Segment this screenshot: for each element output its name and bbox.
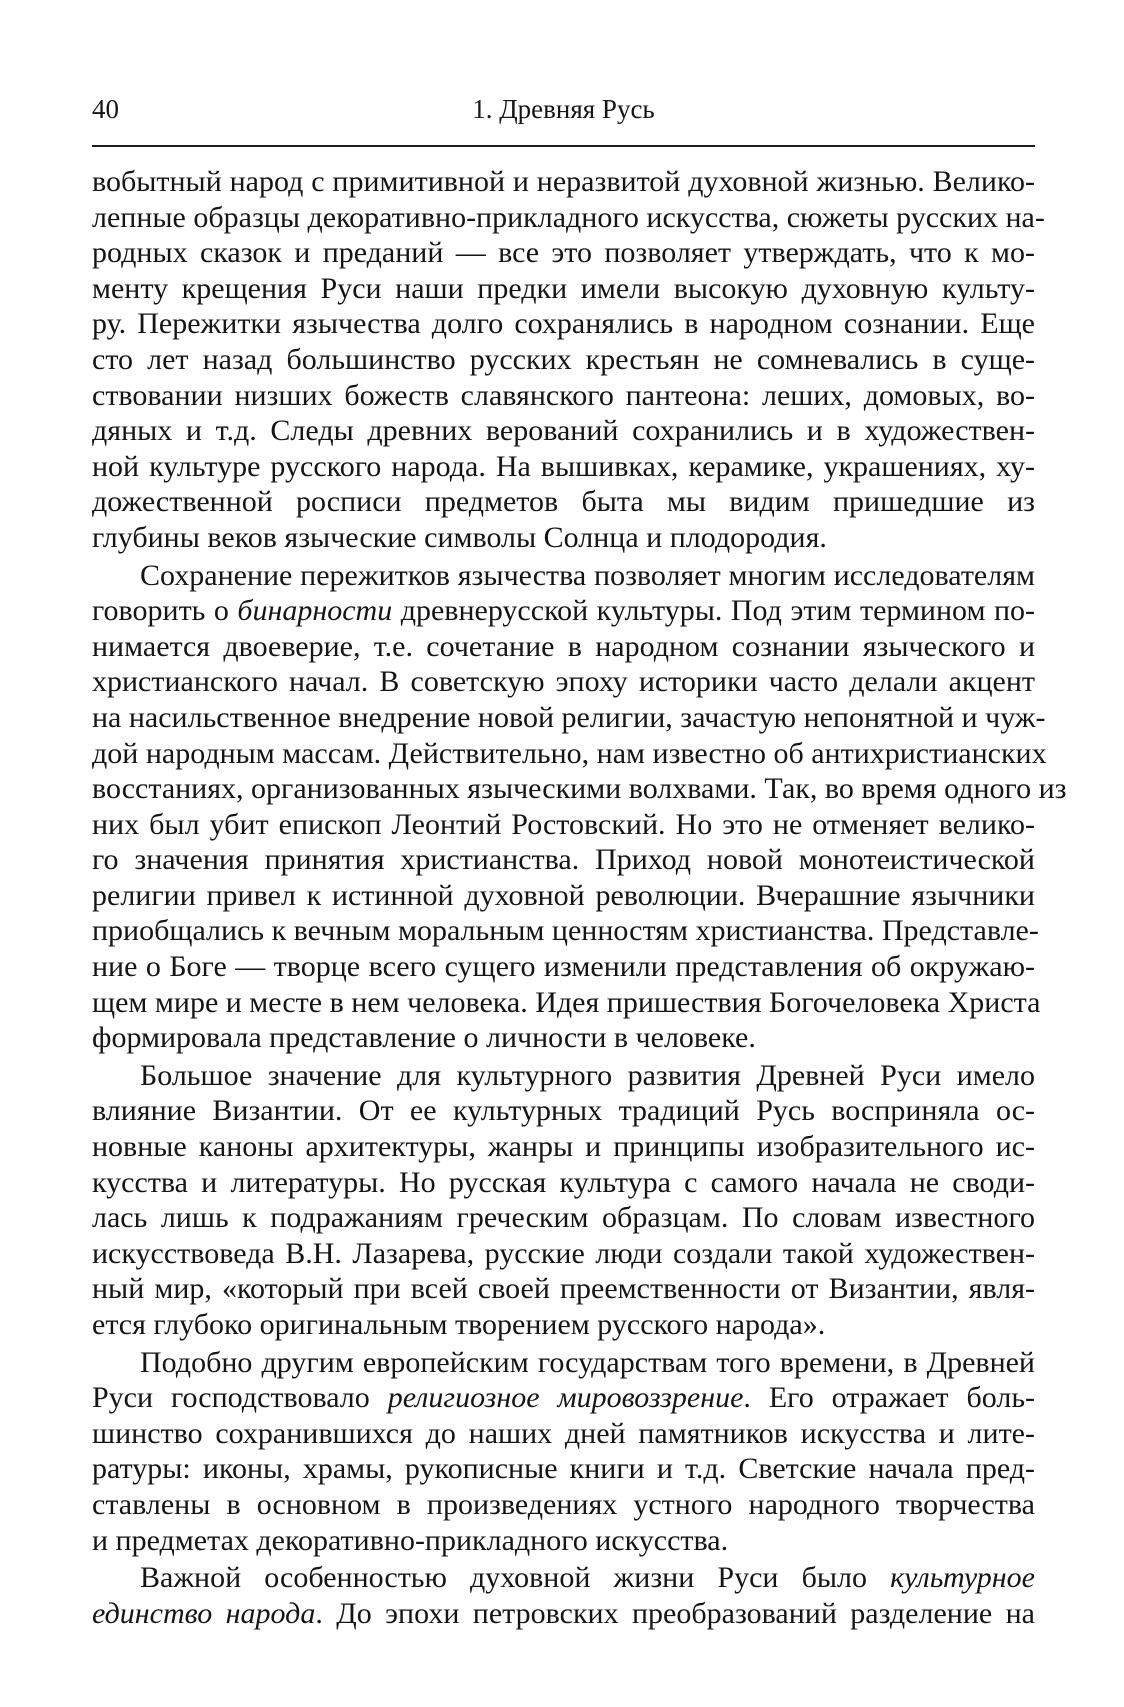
text-line: [92, 1487, 1035, 1523]
text-line: [92, 736, 1047, 772]
text-run: дой народным массам. Действительно, нам известно об антихристианских: [92, 736, 1047, 770]
text-run: глубины веков языческие символы Солнца и плодородия.: [92, 520, 827, 554]
text-run: сто лет назад большинство русских крестьян не сомневались в суще-: [92, 342, 1035, 376]
text-line: [92, 878, 1035, 914]
text-run: восстаниях, организованных языческими волхвами. Так, во время одного из: [92, 772, 1067, 806]
text-line: [92, 1058, 1035, 1094]
header-rule: [92, 145, 1035, 147]
text-line: [92, 484, 1035, 520]
chapter-title: 1. Древняя Русь: [472, 94, 655, 124]
text-line: [92, 1416, 1035, 1452]
text-line: [92, 807, 1035, 843]
text-run: приобщались к вечным моральным ценностям христианства. Представле-: [92, 914, 1039, 948]
paragraph: [92, 1560, 1035, 1631]
text-line: [92, 342, 1035, 378]
text-line: [92, 1596, 1035, 1632]
text-run: новные каноны архитектуры, жанры и принципы изобразительного ис-: [92, 1130, 1035, 1164]
italic-term: единство народа: [92, 1596, 316, 1630]
page-number: 40: [92, 94, 119, 124]
text-line: [92, 1236, 1035, 1272]
text-run: искусствоведа В.Н. Лазарева, русские люди создали такой художествен-: [92, 1236, 1035, 1270]
text-line: [92, 985, 1041, 1021]
paragraph: [92, 1058, 1035, 1343]
text-line: [92, 949, 1035, 985]
text-run: шинство сохранившихся до наших дней памятников искусства и лите-: [92, 1416, 1035, 1450]
body-text: [92, 164, 1067, 1631]
text-run: . Его отражает боль-: [743, 1381, 1035, 1415]
text-run: лась лишь к подражаниям греческим образцам. По словам известного: [92, 1201, 1035, 1235]
text-line: [92, 1200, 1035, 1236]
text-line: [92, 520, 1035, 556]
text-run: Сохранение пережитков язычества позволяет многим исследователям: [140, 558, 1035, 592]
text-run: ствовании низших божеств славянского пантеона: леших, домовых, во-: [92, 378, 1035, 412]
text-run: ру. Пережитки язычества долго сохранялись в народном сознании. Еще: [92, 307, 1035, 341]
text-run: . До эпохи петровских преобразований разделение на: [315, 1596, 1035, 1630]
text-line: [92, 413, 1035, 449]
text-run: них был убит епископ Леонтий Ростовский. Но это не отменяет велико-: [92, 807, 1035, 841]
text-run: ный мир, «который при всей своей преемственности от Византии, явля-: [92, 1272, 1035, 1306]
text-line: [92, 235, 1035, 271]
paragraph: [92, 1345, 1035, 1559]
text-run: лепные образцы декоративно-прикладного искусства, сюжеты русских на-: [92, 200, 1045, 234]
italic-term: культурное: [890, 1561, 1035, 1595]
paragraph: [92, 164, 1045, 556]
paragraph: [92, 558, 1067, 1056]
text-run: Подобно другим европейским государствам того времени, в Древней: [140, 1345, 1035, 1379]
text-line: [92, 1451, 1035, 1487]
text-line: [92, 1560, 1035, 1596]
text-line: [92, 306, 1035, 342]
text-run: го значения принятия христианства. Приход новой монотеистической: [92, 843, 1035, 877]
text-line: [92, 449, 1035, 485]
text-run: дяных и т.д. Следы древних верований сохранились и в художествен-: [92, 414, 1035, 448]
text-line: [92, 1380, 1035, 1416]
text-line: [92, 700, 1046, 736]
text-run: ется глубоко оригинальным творением русского народа».: [92, 1308, 826, 1341]
text-line: [92, 1271, 1035, 1307]
text-run: родных сказок и преданий — все это позволяет утверждать, что к мо-: [92, 236, 1035, 270]
text-line: [92, 378, 1035, 414]
text-line: [92, 842, 1035, 878]
text-run: ние о Боге — творце всего сущего изменили представления об окружаю-: [92, 950, 1035, 984]
text-line: [92, 913, 1039, 949]
text-run: менту крещения Руси наши предки имели высокую духовную культу-: [92, 271, 1035, 305]
running-head: [92, 88, 1035, 128]
text-run: на насильственное внедрение новой религии, зачастую непонятной и чуж-: [92, 700, 1046, 734]
text-run: влияние Византии. От ее культурных традиций Русь восприняла ос-: [92, 1094, 1035, 1128]
italic-term: бинарности: [237, 594, 393, 628]
text-run: христианского начал. В советскую эпоху историки часто делали акцент: [92, 665, 1035, 699]
text-line: [92, 1020, 1035, 1056]
text-run: формировала представление о личности в человеке.: [92, 1021, 756, 1055]
text-line: [92, 558, 1035, 594]
text-line: [92, 200, 1045, 236]
text-run: Руси господствовало: [92, 1381, 388, 1415]
text-run: щем мире и месте в нем человека. Идея пришествия Богочеловека Христа: [92, 985, 1041, 1019]
text-line: [92, 164, 1035, 200]
text-line: [92, 1307, 1035, 1343]
text-run: вобытный народ с примитивной и неразвитой духовной жизнью. Велико-: [92, 165, 1035, 198]
text-line: [92, 1093, 1035, 1129]
text-run: ставлены в основном в произведениях устного народного творчества: [92, 1487, 1035, 1521]
text-run: говорить о: [92, 594, 238, 628]
text-line: [92, 1129, 1035, 1165]
text-run: ратуры: иконы, храмы, рукописные книги и т.д. Светские начала пред-: [92, 1452, 1035, 1486]
text-line: [92, 629, 1035, 665]
text-line: [92, 664, 1035, 700]
text-line: [92, 1523, 1035, 1559]
text-line: [92, 771, 1067, 807]
text-run: древнерусской культуры. Под этим термином по-: [392, 594, 1035, 628]
italic-term: религиозное мировоззрение: [387, 1381, 744, 1415]
text-run: кусства и литературы. Но русская культура с самого начала не своди-: [92, 1165, 1035, 1199]
text-run: Большое значение для культурного развития Древней Руси имело: [140, 1058, 1035, 1092]
text-run: ной культуре русского народа. На вышивках, керамике, украшениях, ху-: [92, 449, 1035, 483]
text-line: [92, 1345, 1035, 1381]
text-run: нимается двоеверие, т.е. сочетание в народном сознании языческого и: [92, 629, 1035, 663]
text-run: религии привел к истинной духовной революции. Вчерашние язычники: [92, 878, 1035, 912]
text-run: Важной особенностью духовной жизни Руси было: [140, 1561, 891, 1595]
text-line: [92, 271, 1035, 307]
text-line: [92, 1165, 1035, 1201]
text-run: и предметах декоративно-прикладного искусства.: [92, 1523, 729, 1557]
text-line: [92, 593, 1035, 629]
text-run: дожественной росписи предметов быта мы видим пришедшие из: [92, 485, 1035, 519]
